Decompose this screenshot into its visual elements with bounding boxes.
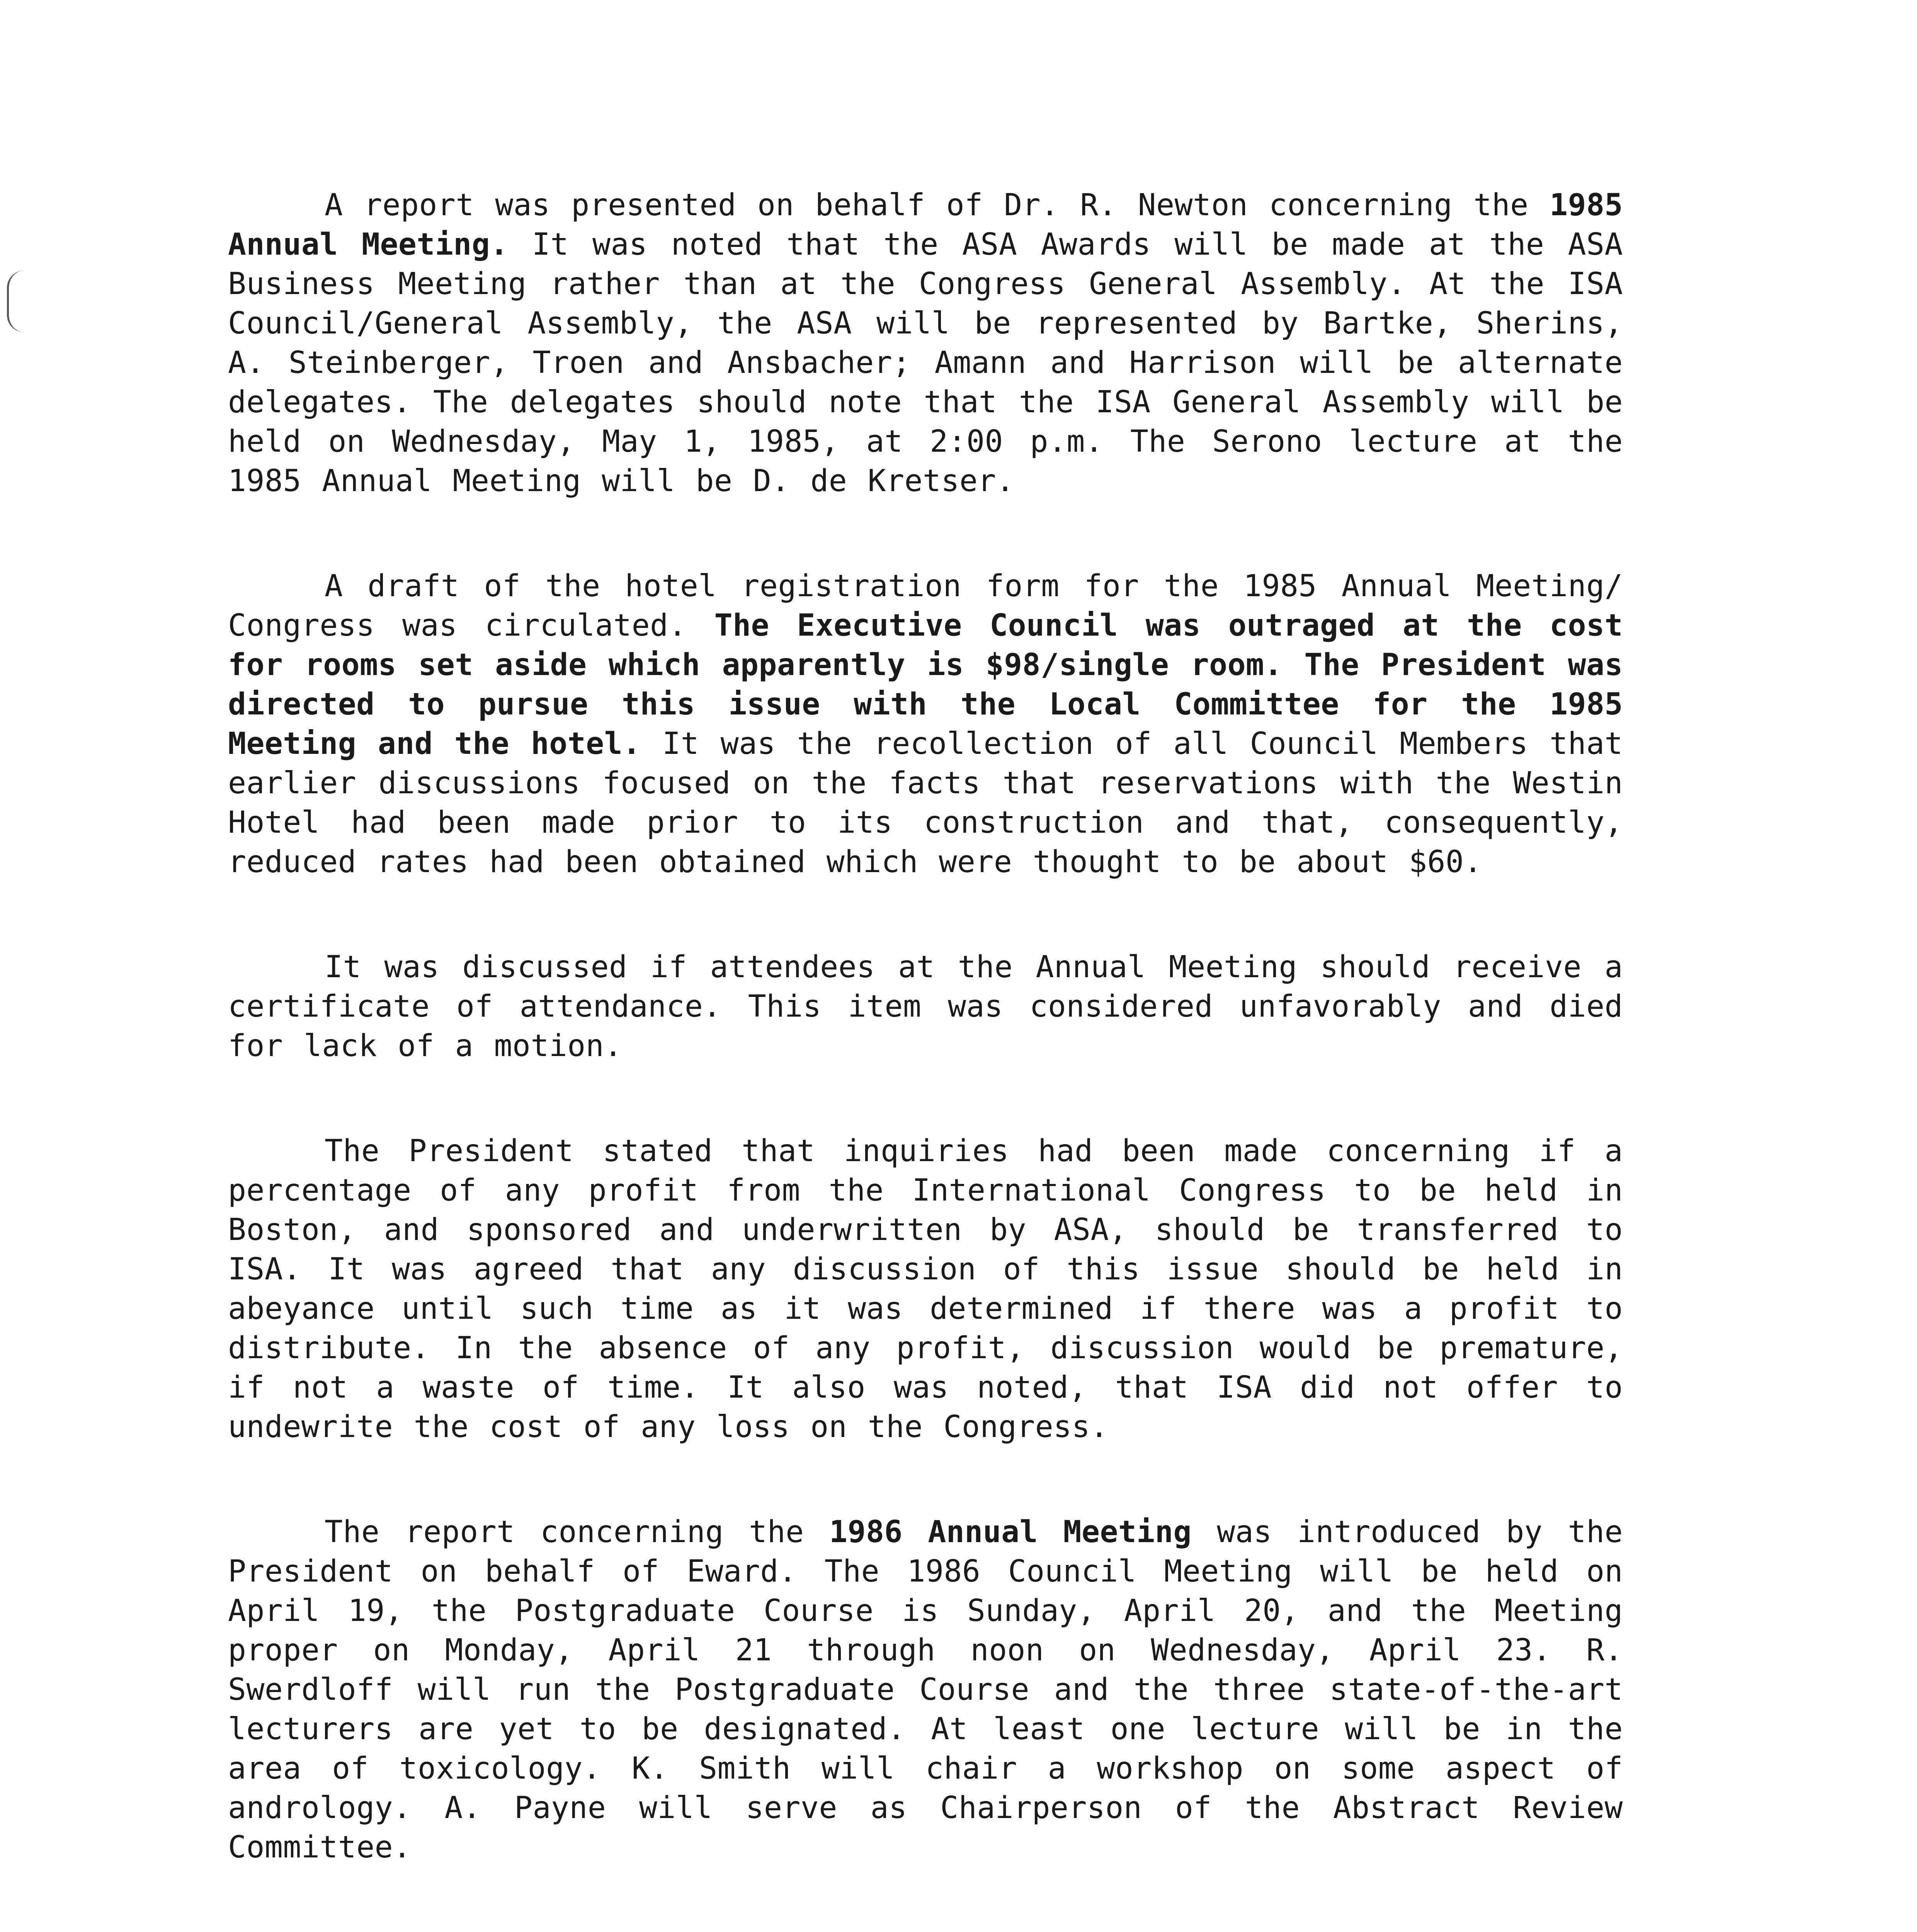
text-segment: It was discussed if attendees at the Annual Meeting should receive a certificate of attendance. This item was considered unfavorably and died for lack of a motion.	[228, 950, 1623, 1063]
margin-bracket-mark	[7, 270, 24, 332]
bold-executive-council-statement: The Executive Council was outraged at the cost for rooms set aside which apparently is $98/single room. The President was directed to pursue this issue with the Local Committee for the 1985 Meeting and the hotel.	[228, 608, 1623, 761]
text-segment: was introduced by the President on behalf of Eward. The 1986 Council Meeting will be held on April 19, the Postgraduate Course is Sunday, April 20, and the Meeting proper on Monday, April 21 through noon on Wednesday, April 23. R. Swerdloff will run the Postgraduate Course and the three state-of-the-art lecturers are yet to be designated. At least one lecture will be in the area of toxicology. K. Smith will chair a workshop on some aspect of andrology. A. Payne will serve as Chairperson of the Abstract Review Committee.	[228, 1515, 1623, 1865]
text-segment: It was noted that the ASA Awards will be made at the ASA Business Meeting rather than at the Congress General Assembly. At the ISA Council/General Assembly, the ASA will be represented by Bartke, Sherins, A. Steinberger, Troen and Ansbacher; Amann and Harrison will be alternate delegates. The delegates should note that the ISA General Assembly will be held on Wednesday, May 1, 1985, at 2:00 p.m. The Serono lecture at the 1985 Annual Meeting will be D. de Kretser.	[228, 227, 1623, 498]
paragraph-annual-meeting-1986	[228, 1512, 1623, 1867]
paragraph-annual-meeting-1985	[228, 185, 1623, 501]
text-segment: It was the recollection of all Council Members that earlier discussions focused on the facts that reservations with the Westin Hotel had been made prior to its construction and that, consequently, reduced rates had been obtained which were thought to be about $60.	[228, 726, 1623, 879]
text-segment: The report concerning the	[325, 1515, 830, 1549]
text-segment: The President stated that inquiries had been made concerning if a percentage of any profit from the International Congress to be held in Boston, and sponsored and underwritten by ASA, should be transferred to ISA. It was agreed that any discussion of this issue should be held in abeyance until such time as it was determined if there was a profit to distribute. In the absence of any profit, discussion would be premature, if not a waste of time. It also was noted, that ISA did not offer to undewrite the cost of any loss on the Congress.	[228, 1134, 1623, 1444]
text-segment: A draft of the hotel registration form for the 1985 Annual Meeting/ Congress was circulated.	[228, 569, 1623, 643]
paragraph-certificate-attendance	[228, 947, 1623, 1066]
text-segment: A report was presented on behalf of Dr. R. Newton concerning the	[325, 188, 1550, 223]
paragraph-congress-profit	[228, 1131, 1623, 1447]
document-page	[228, 185, 1623, 1932]
bold-heading-1985-annual-meeting: 1985 Annual Meeting.	[228, 188, 1623, 262]
bold-heading-1986-annual-meeting: 1986 Annual Meeting	[829, 1515, 1192, 1549]
paragraph-hotel-registration	[228, 566, 1623, 882]
